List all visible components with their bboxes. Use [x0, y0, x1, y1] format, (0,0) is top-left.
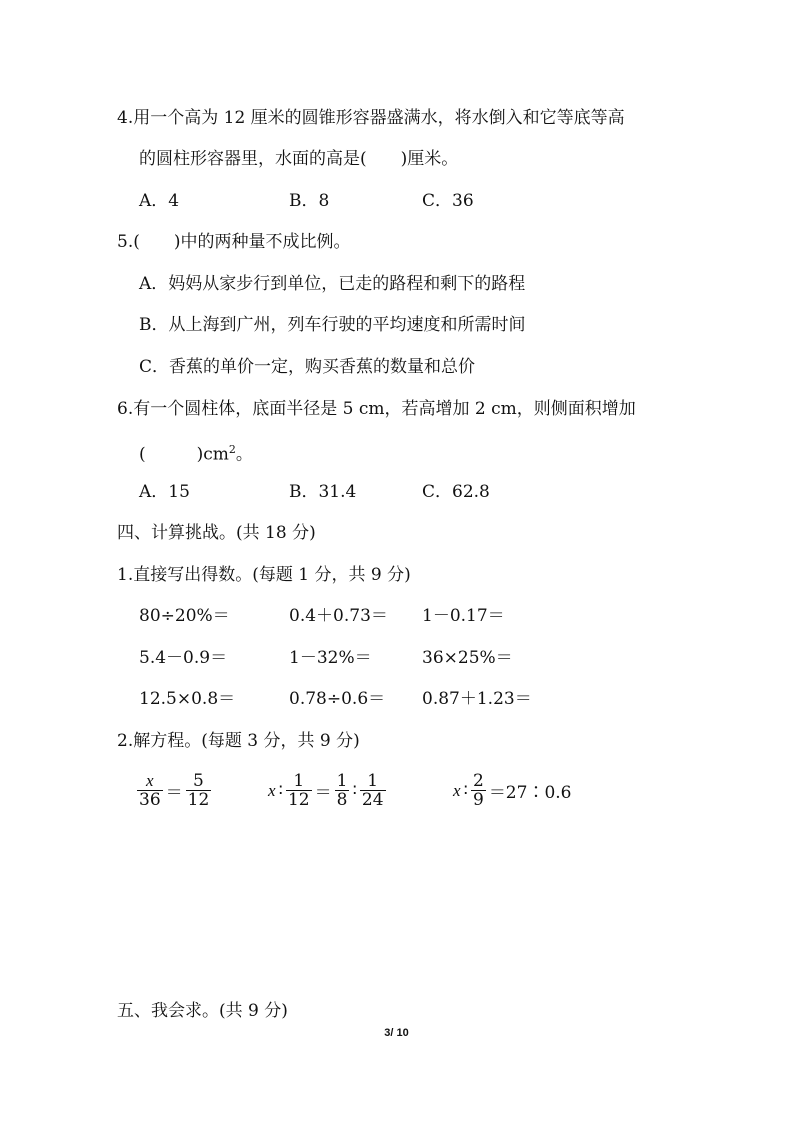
q6-line2 [139, 438, 253, 467]
calc-2-1: 5.4－0.9＝ [139, 648, 228, 668]
calc-1-1: 80÷20%＝ [139, 606, 230, 626]
eq2-numerator-1: 1 [286, 772, 312, 791]
q4-option-c: C．36 [422, 191, 474, 211]
eq3-denominator: 9 [472, 790, 484, 810]
eq1-numerator-left: x [137, 772, 163, 791]
q4-line1: 4.用一个高为 12 厘米的圆锥形容器盛满水，将水倒入和它等底等高 [117, 108, 625, 128]
eq2-colon-2: ∶ [352, 780, 357, 801]
eq1-fraction-right [186, 772, 212, 809]
q4-option-a: A．4 [139, 191, 180, 211]
eq2-equals: ＝ [314, 783, 332, 803]
eq2-fraction-2 [335, 772, 350, 809]
q6-option-c: C．62.8 [422, 482, 490, 502]
q5-option-c: C．香蕉的单价一定，购买香蕉的数量和总价 [139, 357, 476, 377]
eq1-fraction-left [137, 772, 163, 809]
q6-line1: 6.有一个圆柱体，底面半径是 5 cm，若高增加 2 cm，则侧面积增加 [117, 399, 636, 419]
q5-stem: 5.( )中的两种量不成比例。 [117, 232, 351, 252]
q5-option-a: A．妈妈从家步行到单位，已走的路程和剩下的路程 [139, 274, 526, 294]
q4-option-b: B．8 [289, 191, 330, 211]
eq1-denominator-right: 12 [187, 790, 210, 810]
calc-3-2: 0.78÷0.6＝ [289, 689, 386, 709]
eq3-colon: ∶ [463, 780, 468, 801]
calc-2-2: 1－32%＝ [289, 648, 372, 668]
eq2-fraction-1 [286, 772, 312, 809]
equation-1 [137, 772, 211, 809]
section4-title: 四、计算挑战。(共 18 分) [117, 523, 316, 543]
calc-1-3: 1－0.17＝ [422, 606, 505, 626]
equation-2 [268, 772, 386, 809]
q4-line2: 的圆柱形容器里，水面的高是( )厘米。 [139, 149, 459, 169]
eq3-numerator: 2 [472, 771, 484, 791]
eq3-variable: x [453, 780, 461, 800]
eq1-equals: ＝ [165, 783, 183, 803]
eq2-numerator-2: 1 [336, 771, 348, 791]
eq3-right-side: ＝27∶0.6 [488, 783, 572, 803]
q6-line2-suffix: 。 [235, 444, 253, 465]
calc-1-2: 0.4＋0.73＝ [289, 606, 388, 626]
calc-2-3: 36×25%＝ [422, 648, 513, 668]
q6-line2-prefix: ( )cm [139, 444, 229, 465]
eq2-numerator-3: 1 [360, 772, 386, 791]
eq2-denominator-2: 8 [336, 790, 348, 810]
eq3-fraction [471, 772, 486, 809]
eq1-denominator-left: 36 [139, 790, 161, 810]
q6-line2-sup: 2 [228, 443, 236, 456]
eq2-denominator-3: 24 [361, 790, 384, 810]
q5-option-b: B．从上海到广州，列车行驶的平均速度和所需时间 [139, 315, 526, 335]
eq2-fraction-3 [360, 772, 386, 809]
section4-part2-title: 2.解方程。(每题 3 分，共 9 分) [117, 731, 360, 751]
eq2-denominator-1: 12 [287, 790, 310, 810]
section4-part1-title: 1.直接写出得数。(每题 1 分，共 9 分) [117, 565, 411, 585]
q6-option-a: A．15 [139, 482, 190, 502]
calc-3-1: 12.5×0.8＝ [139, 689, 236, 709]
page-number: 3/ 10 [384, 1027, 409, 1039]
q6-option-b: B．31.4 [289, 482, 357, 502]
equation-3 [453, 772, 571, 809]
eq2-variable: x [268, 780, 276, 800]
eq1-numerator-right: 5 [186, 772, 212, 791]
calc-3-3: 0.87＋1.23＝ [422, 689, 532, 709]
eq2-colon-1: ∶ [278, 780, 283, 801]
section5-title: 五、我会求。(共 9 分) [117, 1001, 288, 1021]
